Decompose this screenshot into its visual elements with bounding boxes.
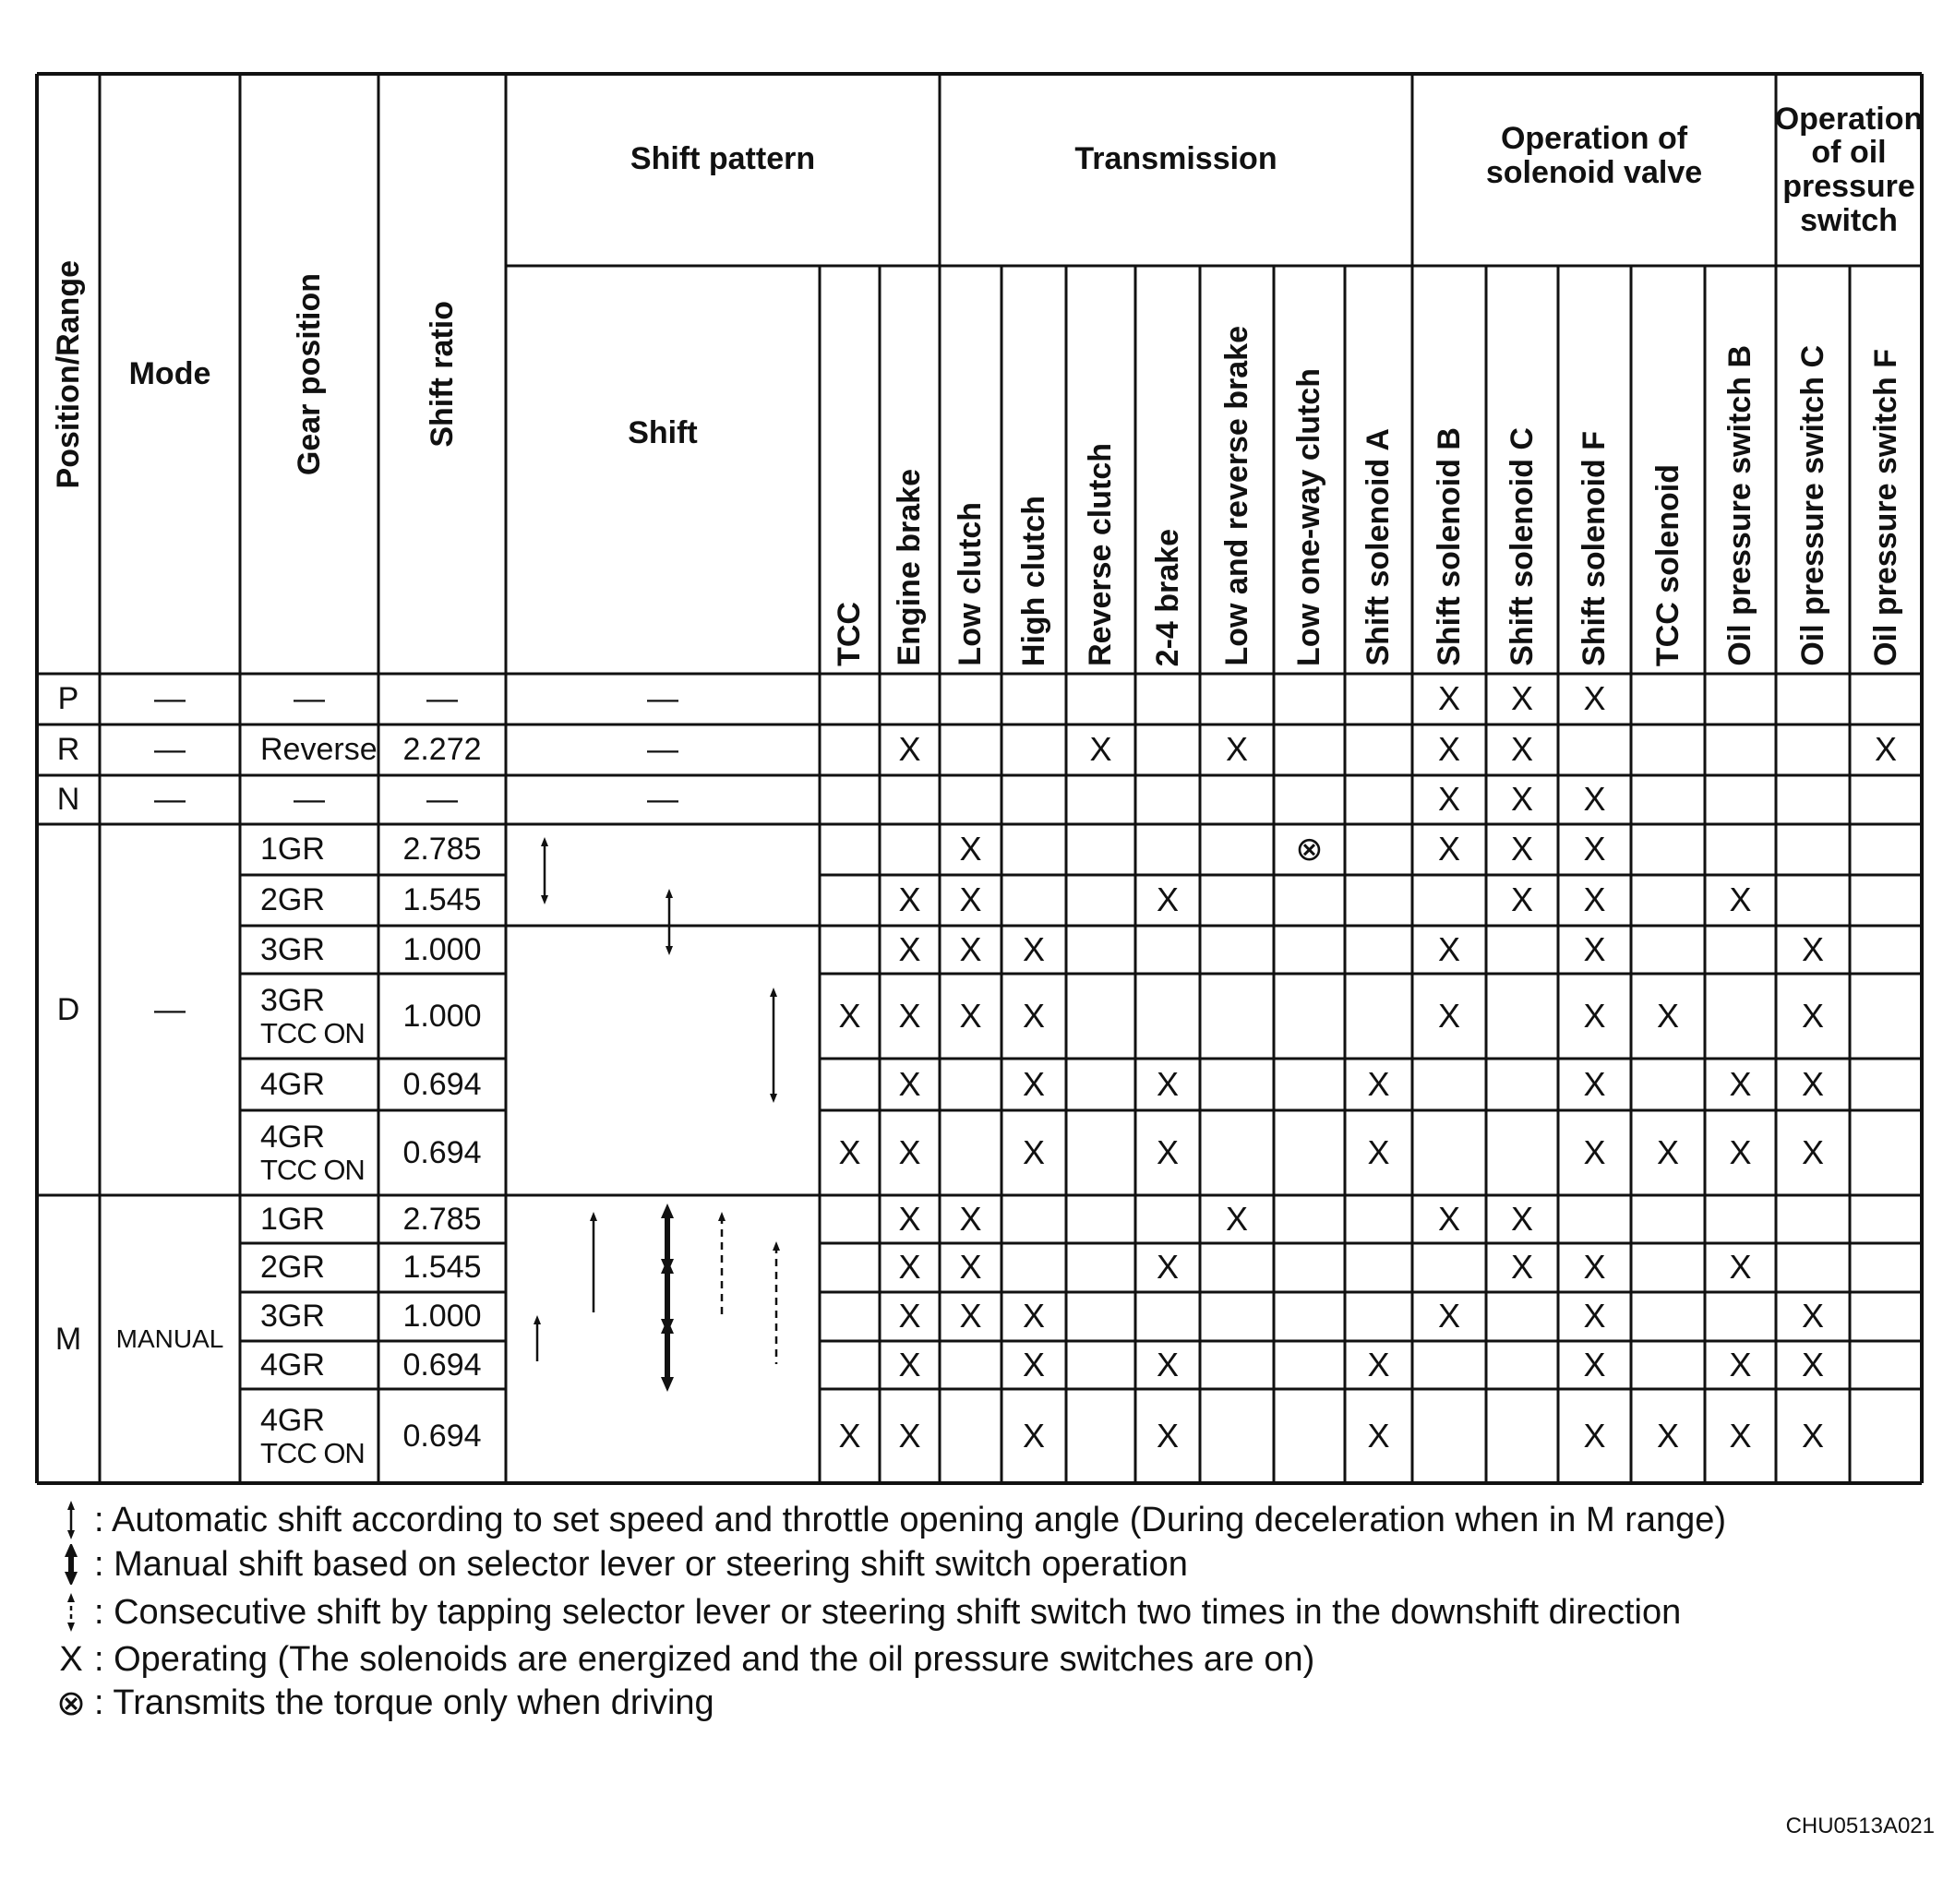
mark-shift-solenoid-c: X	[1510, 780, 1533, 819]
mark-shift-solenoid-c: X	[1510, 1199, 1533, 1238]
mark-low-clutch: X	[959, 929, 982, 968]
dashed-arrow-icon	[48, 1592, 94, 1633]
header-col-shift-solenoid-b: Shift solenoid B	[1431, 427, 1467, 666]
gear-position: 3GR	[260, 982, 325, 1018]
header-col-low-and-reverse-brake-cell	[1200, 266, 1274, 674]
mark-tcc-solenoid: X	[1656, 996, 1679, 1035]
mark-oil-pressure-switch-c: X	[1801, 1345, 1824, 1383]
mark-engine-brake: X	[898, 1064, 921, 1103]
header-shift-pattern: Shift pattern	[630, 140, 816, 176]
header-col-oil-pressure-switch-b: Oil pressure switch B	[1722, 345, 1757, 666]
mark-2-4-brake: X	[1156, 1132, 1179, 1171]
gear-position: 3GR	[260, 1299, 325, 1335]
mark-shift-solenoid-b: X	[1437, 830, 1460, 868]
mark-shift-solenoid-f: X	[1583, 830, 1606, 868]
mark-shift-solenoid-a: X	[1367, 1345, 1390, 1383]
shift-ratio: 0.694	[402, 1418, 482, 1454]
gear-position-cell	[240, 1110, 378, 1195]
mark-high-clutch: X	[1022, 996, 1045, 1035]
mark-2-4-brake: X	[1156, 1064, 1179, 1103]
header-mode: Mode	[128, 355, 211, 391]
mark-low-clutch: X	[959, 1199, 982, 1238]
mark-shift-solenoid-f: X	[1583, 929, 1606, 968]
header-shift-ratio: Shift ratio	[424, 300, 460, 448]
gear-position: 2GR	[260, 1250, 325, 1286]
mark-engine-brake: X	[898, 880, 921, 919]
mode-p: —	[154, 681, 186, 717]
mark-tcc-solenoid: X	[1656, 1416, 1679, 1455]
mark-oil-pressure-switch-b: X	[1729, 1064, 1752, 1103]
mark-oil-pressure-switch-c: X	[1801, 1132, 1824, 1171]
gear-position: 3GR	[260, 931, 325, 967]
header-transmission: Transmission	[1074, 140, 1277, 176]
shift-ratio: 1.000	[402, 931, 482, 967]
header-col-low-clutch: Low clutch	[953, 502, 988, 666]
mark-oil-pressure-switch-c: X	[1801, 996, 1824, 1035]
mark-shift-solenoid-b: X	[1437, 1199, 1460, 1238]
legend-item	[48, 1640, 1314, 1680]
mark-shift-solenoid-f: X	[1583, 1248, 1606, 1287]
legend-item	[48, 1500, 1726, 1540]
mark-shift-solenoid-b: X	[1437, 996, 1460, 1035]
mode-r: —	[154, 732, 186, 768]
mark-2-4-brake: X	[1156, 1248, 1179, 1287]
legend-text: : Manual shift based on selector lever or steering shift switch operation	[94, 1544, 1188, 1584]
header-col-tcc-solenoid-cell	[1631, 266, 1705, 674]
mark-engine-brake: X	[898, 1132, 921, 1171]
mark-shift-solenoid-f: X	[1583, 1132, 1606, 1171]
position-p: P	[57, 681, 79, 717]
mark-shift-solenoid-b: X	[1437, 1297, 1460, 1335]
header-col-reverse-clutch: Reverse clutch	[1083, 443, 1118, 666]
header-col-low-one-way-clutch: Low one-way clutch	[1291, 368, 1326, 667]
shift-ratio: 1.545	[402, 882, 482, 918]
header-col-tcc: TCC	[832, 602, 867, 666]
header-col-oil-pressure-switch-b-cell	[1705, 266, 1776, 674]
mark-tcc: X	[838, 1416, 861, 1455]
header-col-oil-pressure-switch-c-cell	[1776, 266, 1850, 674]
mark-high-clutch: X	[1022, 1064, 1045, 1103]
header-col-shift-solenoid-f-cell	[1558, 266, 1631, 674]
thin-arrow-icon	[48, 1500, 94, 1540]
mark-shift-solenoid-c: X	[1510, 830, 1533, 868]
mark-low-one-way-clutch: ⊗	[1295, 830, 1324, 868]
gear-position: —	[294, 681, 325, 717]
shift-ratio: 0.694	[402, 1347, 482, 1383]
mark-shift-solenoid-f: X	[1583, 780, 1606, 819]
gear-tcc-status: TCC ON	[260, 1436, 365, 1469]
gear-position: 1GR	[260, 832, 325, 868]
shift-ratio: 0.694	[402, 1134, 482, 1170]
shift-ratio: —	[426, 681, 458, 717]
legend-symbol: X	[59, 1640, 83, 1679]
header-gear-position: Gear position	[291, 272, 327, 475]
mode-d: —	[154, 991, 186, 1027]
mark-shift-solenoid-a: X	[1367, 1132, 1390, 1171]
mark-engine-brake: X	[898, 1297, 921, 1335]
shift-dash: —	[647, 782, 678, 818]
header-col-2-4-brake: 2-4 brake	[1149, 529, 1185, 667]
mark-shift-solenoid-c: X	[1510, 880, 1533, 919]
mark-low-and-reverse-brake: X	[1225, 730, 1248, 769]
header-col-engine-brake: Engine brake	[892, 469, 927, 666]
header-col-reverse-clutch-cell	[1066, 266, 1135, 674]
mark-shift-solenoid-c: X	[1510, 679, 1533, 718]
header-solenoid-group: Operation of solenoid valve	[1485, 121, 1703, 190]
mark-shift-solenoid-c: X	[1510, 730, 1533, 769]
header-col-tcc-cell	[820, 266, 880, 674]
legend-text: : Automatic shift according to set speed and throttle opening angle (During deceleration when in M range)	[94, 1500, 1727, 1539]
shift-ratio: 2.785	[402, 832, 482, 868]
gear-tcc-status: TCC ON	[260, 1153, 365, 1186]
mark-shift-solenoid-b: X	[1437, 780, 1460, 819]
header-col-shift-solenoid-a: Shift solenoid A	[1361, 428, 1396, 666]
header-col-tcc-solenoid: TCC solenoid	[1649, 464, 1685, 667]
legend-symbol: ⊗	[56, 1684, 86, 1723]
gear-position: 4GR	[260, 1066, 325, 1102]
mark-2-4-brake: X	[1156, 1416, 1179, 1455]
gear-position: 4GR	[260, 1347, 325, 1383]
shift-dash: —	[647, 681, 678, 717]
mark-shift-solenoid-f: X	[1583, 1345, 1606, 1383]
legend-item	[48, 1544, 1188, 1585]
shift-ratio: 1.000	[402, 1299, 482, 1335]
mark-oil-pressure-switch-c: X	[1801, 1064, 1824, 1103]
header-col-shift-solenoid-c-cell	[1486, 266, 1558, 674]
header-col-shift-solenoid-b-cell	[1412, 266, 1486, 674]
mark-engine-brake: X	[898, 730, 921, 769]
gear-position: 1GR	[260, 1201, 325, 1237]
mark-shift-solenoid-a: X	[1367, 1064, 1390, 1103]
gear-position-cell	[240, 974, 378, 1059]
header-col-oil-pressure-switch-c: Oil pressure switch C	[1794, 345, 1830, 666]
mark-tcc: X	[838, 1132, 861, 1171]
position-r: R	[56, 732, 80, 768]
mark-high-clutch: X	[1022, 1297, 1045, 1335]
header-col-shift-solenoid-f: Shift solenoid F	[1577, 431, 1612, 666]
header-col-low-and-reverse-brake: Low and reverse brake	[1218, 326, 1254, 666]
gear-position: —	[294, 782, 325, 818]
mark-oil-pressure-switch-b: X	[1729, 1248, 1752, 1287]
gear-position: 2GR	[260, 882, 325, 918]
mode-n: —	[154, 782, 186, 818]
mark-oil-pressure-switch-b: X	[1729, 1416, 1752, 1455]
gear-position: 4GR	[260, 1119, 325, 1155]
mark-oil-pressure-switch-c: X	[1801, 1416, 1824, 1455]
header-col-oil-pressure-switch-f-cell	[1850, 266, 1922, 674]
mark-oil-pressure-switch-f: X	[1874, 730, 1897, 769]
legend-item	[48, 1682, 714, 1724]
shift-ratio: 2.272	[402, 732, 482, 768]
mark-engine-brake: X	[898, 1248, 921, 1287]
header-oil-group: Operation of oil pressure switch	[1774, 101, 1924, 238]
figure-code: CHU0513A021	[1785, 1814, 1935, 1838]
header-gear-position-cell	[240, 74, 378, 674]
legend-text: : Consecutive shift by tapping selector lever or steering shift switch two times in the downshift direction	[94, 1592, 1682, 1632]
mark-high-clutch: X	[1022, 1416, 1045, 1455]
position-n: N	[56, 782, 80, 818]
header-col-2-4-brake-cell	[1135, 266, 1200, 674]
mark-tcc-solenoid: X	[1656, 1132, 1679, 1171]
mark-shift-solenoid-a: X	[1367, 1416, 1390, 1455]
position-d: D	[56, 991, 80, 1027]
mark-low-clutch: X	[959, 1248, 982, 1287]
mark-engine-brake: X	[898, 1199, 921, 1238]
mark-shift-solenoid-f: X	[1583, 880, 1606, 919]
mark-low-clutch: X	[959, 880, 982, 919]
mark-engine-brake: X	[898, 1345, 921, 1383]
legend-item	[48, 1592, 1681, 1633]
shift-dash: —	[647, 732, 678, 768]
mark-high-clutch: X	[1022, 1345, 1045, 1383]
header-col-shift-solenoid-a-cell	[1345, 266, 1412, 674]
mark-shift-solenoid-b: X	[1437, 679, 1460, 718]
mark-oil-pressure-switch-b: X	[1729, 1345, 1752, 1383]
header-col-high-clutch: High clutch	[1015, 496, 1051, 667]
mark-low-clutch: X	[959, 1297, 982, 1335]
mark-shift-solenoid-f: X	[1583, 1297, 1606, 1335]
header-shift: Shift	[628, 414, 698, 450]
legend-text: : Transmits the torque only when driving	[94, 1683, 714, 1722]
header-col-engine-brake-cell	[880, 266, 940, 674]
header-position-range: Position/Range	[50, 259, 86, 488]
mark-engine-brake: X	[898, 929, 921, 968]
mark-shift-solenoid-b: X	[1437, 730, 1460, 769]
mark-engine-brake: X	[898, 996, 921, 1035]
header-col-low-one-way-clutch-cell	[1274, 266, 1345, 674]
mark-2-4-brake: X	[1156, 880, 1179, 919]
mark-high-clutch: X	[1022, 929, 1045, 968]
gear-position-cell	[240, 1389, 378, 1483]
mark-shift-solenoid-f: X	[1583, 996, 1606, 1035]
shift-ratio: 2.785	[402, 1201, 482, 1237]
mark-2-4-brake: X	[1156, 1345, 1179, 1383]
shift-ratio: 1.545	[402, 1250, 482, 1286]
mark-shift-solenoid-c: X	[1510, 1248, 1533, 1287]
bold-arrow-icon	[48, 1544, 94, 1585]
shift-ratio: 1.000	[402, 998, 482, 1034]
header-col-high-clutch-cell	[1001, 266, 1066, 674]
mark-shift-solenoid-b: X	[1437, 929, 1460, 968]
mark-shift-solenoid-f: X	[1583, 679, 1606, 718]
shift-ratio: 0.694	[402, 1066, 482, 1102]
mark-tcc: X	[838, 996, 861, 1035]
shift-ratio: —	[426, 782, 458, 818]
mark-oil-pressure-switch-b: X	[1729, 1132, 1752, 1171]
mark-low-and-reverse-brake: X	[1225, 1199, 1248, 1238]
mark-reverse-clutch: X	[1089, 730, 1112, 769]
mark-high-clutch: X	[1022, 1132, 1045, 1171]
mark-engine-brake: X	[898, 1416, 921, 1455]
mark-shift-solenoid-f: X	[1583, 1416, 1606, 1455]
mode-m: MANUAL	[115, 1323, 224, 1353]
gear-position: 4GR	[260, 1402, 325, 1438]
header-col-oil-pressure-switch-f: Oil pressure switch F	[1867, 349, 1903, 666]
mark-shift-solenoid-f: X	[1583, 1064, 1606, 1103]
mark-low-clutch: X	[959, 996, 982, 1035]
mark-oil-pressure-switch-c: X	[1801, 1297, 1824, 1335]
header-col-shift-solenoid-c: Shift solenoid C	[1504, 427, 1540, 666]
gear-position: Reverse	[260, 732, 378, 768]
mark-oil-pressure-switch-c: X	[1801, 929, 1824, 968]
legend-text: : Operating (The solenoids are energized and the oil pressure switches are on)	[94, 1640, 1315, 1679]
mark-oil-pressure-switch-b: X	[1729, 880, 1752, 919]
position-m: M	[54, 1321, 82, 1357]
header-position-range-cell	[37, 74, 100, 674]
gear-tcc-status: TCC ON	[260, 1016, 365, 1049]
header-shift-ratio-cell	[378, 74, 506, 674]
header-col-low-clutch-cell	[940, 266, 1001, 674]
mark-low-clutch: X	[959, 830, 982, 868]
